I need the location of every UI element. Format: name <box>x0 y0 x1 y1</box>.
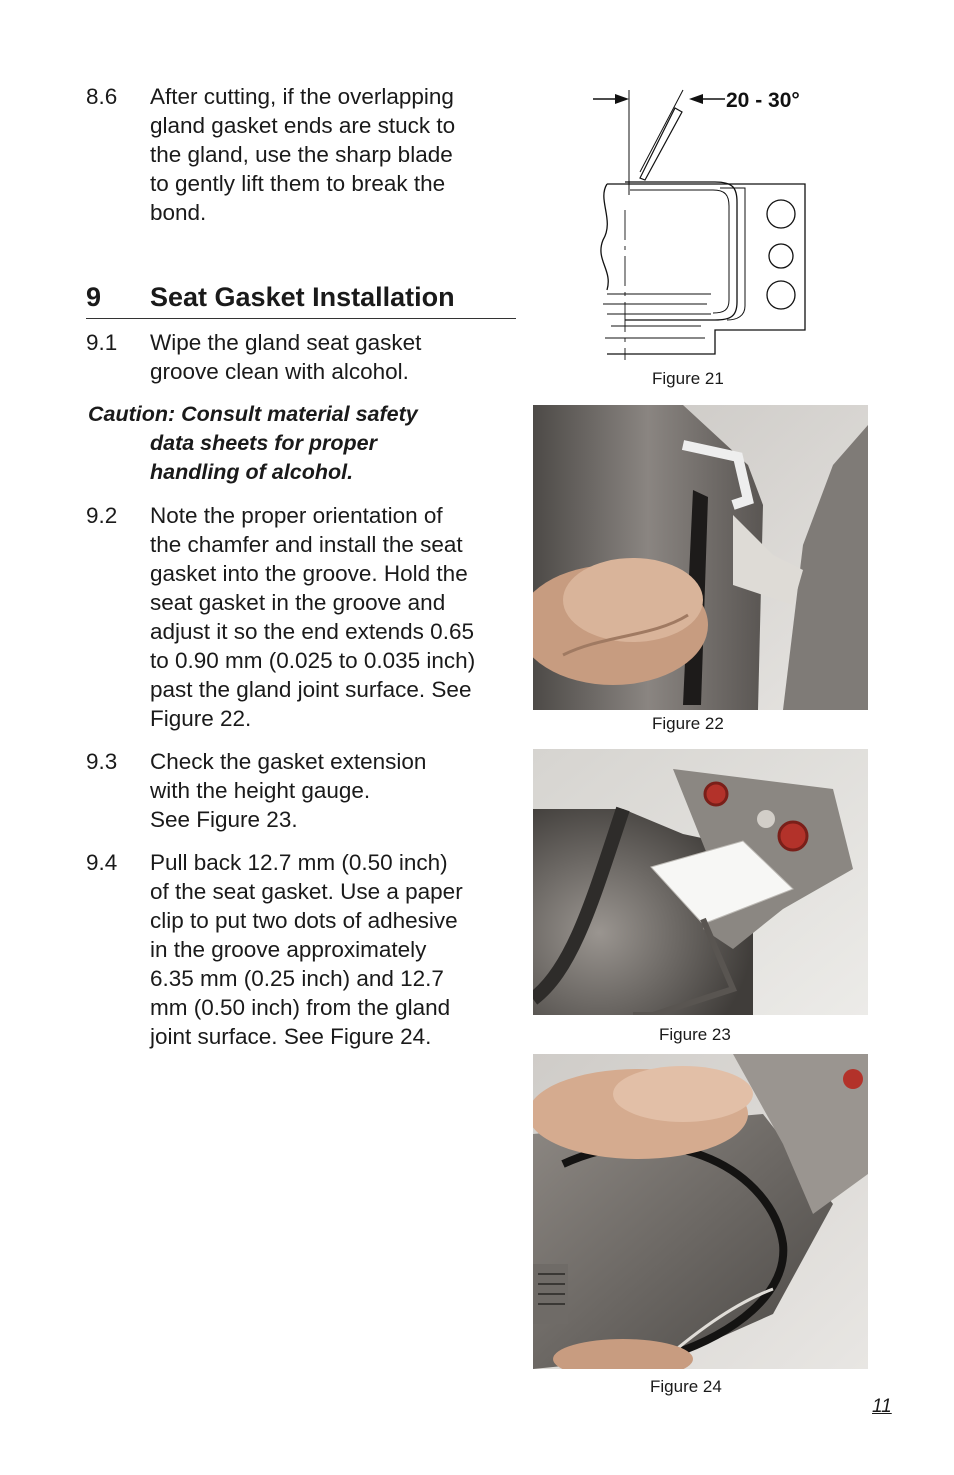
figure-23-photo <box>533 749 868 1015</box>
step-line: joint surface. See Figure 24. <box>150 1024 432 1049</box>
step-number: 8.6 <box>86 84 118 109</box>
step-text <box>150 82 526 227</box>
angle-label: 20 - 30° <box>726 89 800 112</box>
step-line: clip to put two dots of adhesive <box>150 908 458 933</box>
step-line: to gently lift them to break the <box>150 171 446 196</box>
step-line: See Figure 23. <box>150 807 298 832</box>
step-9-3 <box>86 747 526 834</box>
step-line: Note the proper orientation of <box>150 503 443 528</box>
figure-21-caption: Figure 21 <box>652 369 724 388</box>
section-number: 9 <box>86 282 102 312</box>
step-line: gasket into the groove. Hold the <box>150 561 468 586</box>
section-title: Seat Gasket Installation <box>150 282 455 312</box>
step-line: adjust it so the end extends 0.65 <box>150 619 474 644</box>
step-line: bond. <box>150 200 207 225</box>
step-line: of the seat gasket. Use a paper <box>150 879 463 904</box>
step-line: groove clean with alcohol. <box>150 359 409 384</box>
step-9-2 <box>86 501 526 733</box>
step-line: in the groove approximately <box>150 937 427 962</box>
step-line: gland gasket ends are stuck to <box>150 113 456 138</box>
caution-line: data sheets for proper <box>150 431 377 455</box>
step-line: to 0.90 mm (0.025 to 0.035 inch) <box>150 648 476 673</box>
step-text <box>150 848 526 1051</box>
step-line: the chamfer and install the seat <box>150 532 463 557</box>
step-line: Figure 22. <box>150 706 252 731</box>
section-heading <box>86 280 516 319</box>
step-9-1 <box>86 328 526 386</box>
step-line: seat gasket in the groove and <box>150 590 446 615</box>
step-8-6 <box>86 82 526 227</box>
step-line: with the height gauge. <box>150 778 371 803</box>
figure-24-caption: Figure 24 <box>650 1377 722 1396</box>
step-line: Wipe the gland seat gasket <box>150 330 422 355</box>
step-line: the gland, use the sharp blade <box>150 142 453 167</box>
caution-line: handling of alcohol. <box>150 460 354 484</box>
figure-24-photo <box>533 1054 868 1369</box>
step-line: After cutting, if the overlapping <box>150 84 454 109</box>
step-line: mm (0.50 inch) from the gland <box>150 995 451 1020</box>
step-line: Check the gasket extension <box>150 749 427 774</box>
step-line: Pull back 12.7 mm (0.50 inch) <box>150 850 448 875</box>
figure-23-caption: Figure 23 <box>659 1025 731 1044</box>
caution-note <box>88 400 488 487</box>
step-line: 6.35 mm (0.25 inch) and 12.7 <box>150 966 444 991</box>
caution-line: Caution: Consult material safety <box>88 402 418 426</box>
step-number: 9.2 <box>86 503 118 528</box>
step-number: 9.3 <box>86 749 118 774</box>
step-text <box>150 747 526 834</box>
figure-22-caption: Figure 22 <box>652 714 724 733</box>
step-number: 9.4 <box>86 850 118 875</box>
figure-21-diagram <box>585 80 825 365</box>
step-9-4 <box>86 848 526 1051</box>
page-number: 11 <box>872 1396 892 1417</box>
step-number: 9.1 <box>86 330 118 355</box>
step-text <box>150 501 526 733</box>
step-line: past the gland joint surface. See <box>150 677 472 702</box>
figure-22-photo <box>533 405 868 710</box>
step-text <box>150 328 526 386</box>
